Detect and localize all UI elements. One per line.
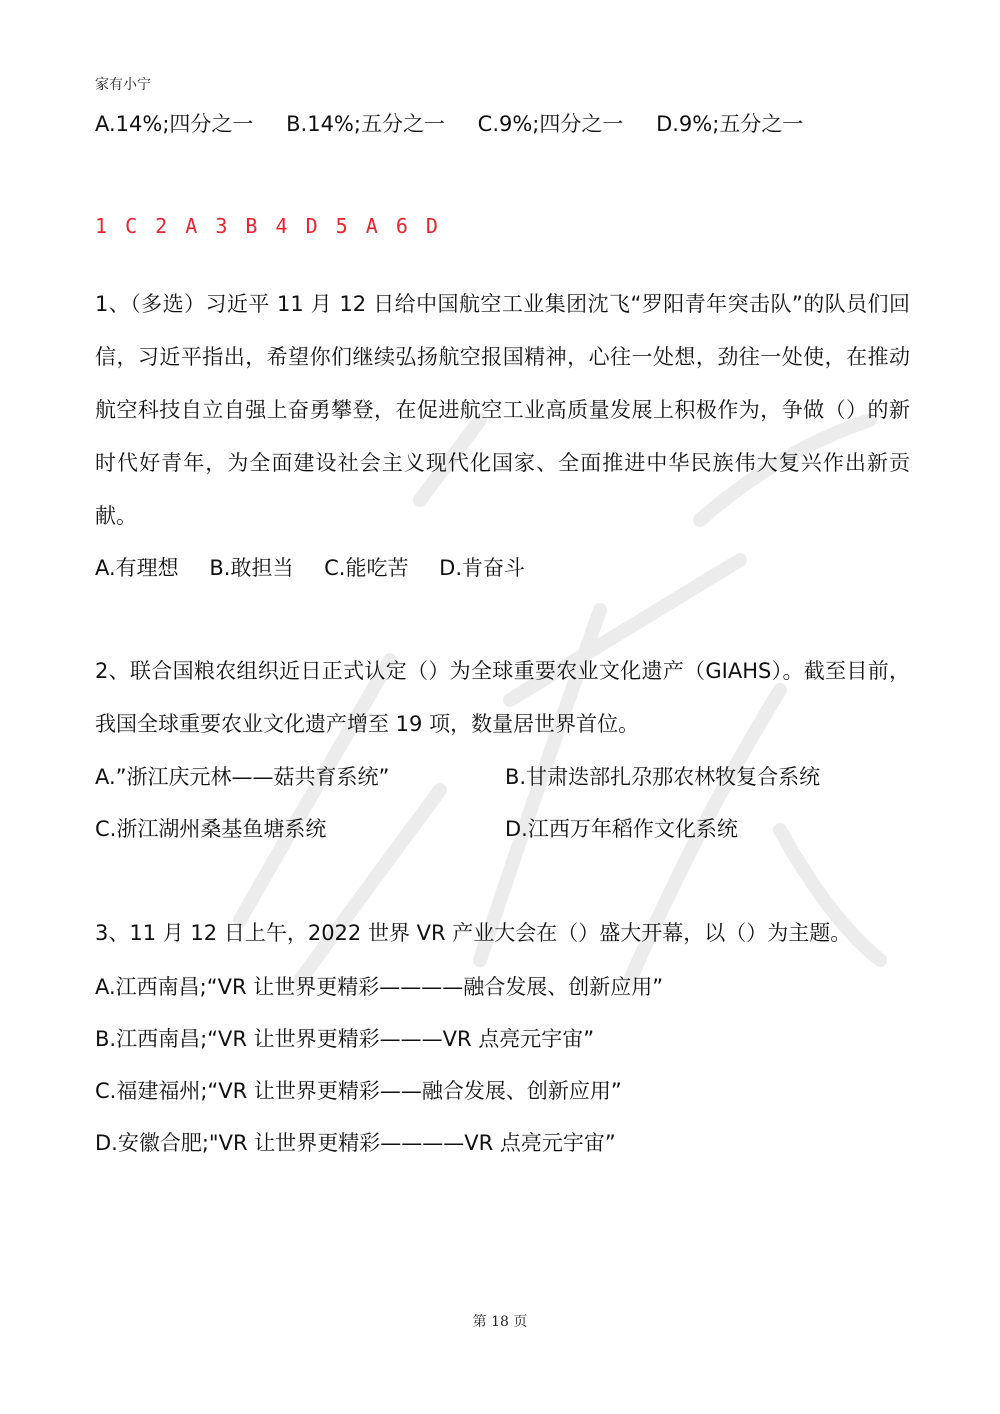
question-3-option-d: D.安徽合肥;"VR 让世界更精彩————VR 点亮元宇宙” (95, 1131, 616, 1155)
option-d: D.江西万年稻作文化系统 (505, 817, 738, 841)
question-1-options (95, 554, 525, 582)
question-2-option-row-1 (95, 763, 820, 791)
option-c: C.9%;四分之一 (477, 112, 624, 136)
option-c: C.浙江湖州桑基鱼塘系统 (95, 817, 327, 841)
option-b: B.14%;五分之一 (286, 112, 445, 136)
option-d: D.肯奋斗 (439, 556, 526, 580)
option-a: A.有理想 (95, 556, 179, 580)
header-label: 家有小宁 (95, 77, 151, 93)
page-number: 第 18 页 (472, 1314, 528, 1330)
answer-key: 1 C 2 A 3 B 4 D 5 A 6 D (95, 214, 440, 238)
option-a: A.”浙江庆元林——菇共育系统” (95, 765, 390, 789)
question-1-text: 1、（多选）习近平 11 月 12 日给中国航空工业集团沈飞“罗阳青年突击队”的队员们回信，习近平指出，希望你们继续弘扬航空报国精神，心往一处想，劲往一处使，在推动航空科技自立自强上奋勇攀登，在促进航空工业高质量发展上积极作为，争做（）的新时代好青年，为全面建设社会主义现代化国家、全面推进中华民族伟大复兴作出新贡献。 (95, 292, 910, 528)
option-a: A.14%;四分之一 (95, 112, 254, 136)
question-3-text: 3、11 月 12 日上午，2022 世界 VR 产业大会在（）盛大开幕，以（）为主题。 (95, 921, 852, 945)
question-2-option-row-2 (95, 815, 738, 843)
question-2-text: 2、联合国粮农组织近日正式认定（）为全球重要农业文化遗产（GIAHS）。截至目前，我国全球重要农业文化遗产增至 19 项，数量居世界首位。 (95, 659, 910, 736)
question-3-option-c: C.福建福州;“VR 让世界更精彩——融合发展、创新应用” (95, 1079, 622, 1103)
question-3-option-a: A.江西南昌;“VR 让世界更精彩————融合发展、创新应用” (95, 975, 664, 999)
option-b: B.敢担当 (209, 556, 294, 580)
question-3-option-b: B.江西南昌;“VR 让世界更精彩———VR 点亮元宇宙” (95, 1027, 595, 1051)
option-c: C.能吃苦 (324, 556, 409, 580)
option-d: D.9%;五分之一 (656, 112, 804, 136)
prev-question-options (95, 110, 803, 138)
option-b: B.甘肃迭部扎尕那农林牧复合系统 (505, 765, 821, 789)
